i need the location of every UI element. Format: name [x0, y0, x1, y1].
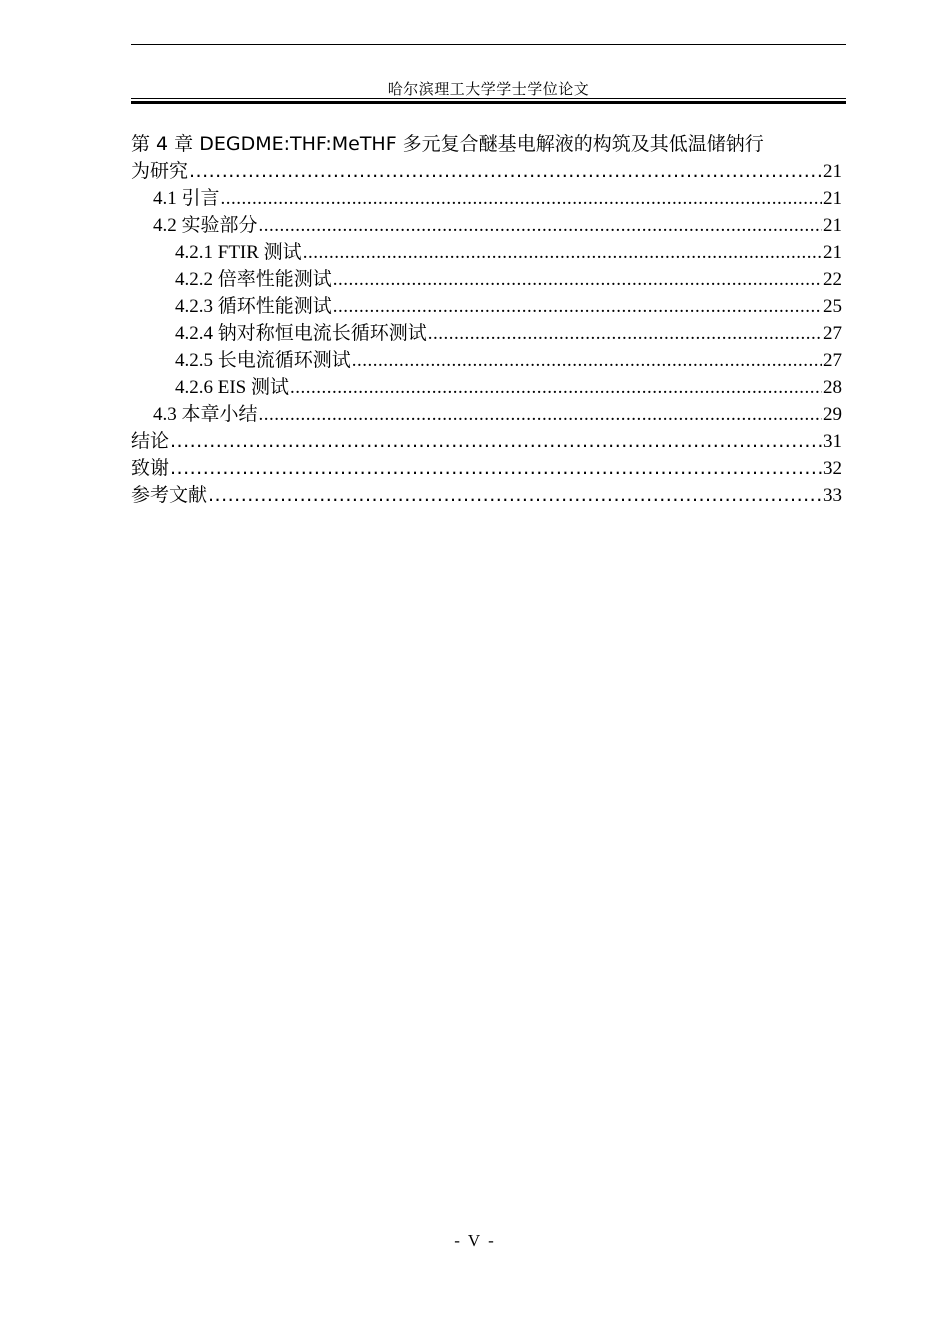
toc-page-number: 29: [823, 404, 842, 425]
toc-entry-label: 为研究: [131, 160, 189, 182]
toc-dot-leader: [208, 482, 822, 509]
toc-entry-label: 4.2.2 倍率性能测试: [175, 269, 332, 290]
toc-page-number: 21: [823, 161, 842, 182]
toc-page-number: 31: [823, 431, 842, 452]
toc-page-number: 25: [823, 296, 842, 317]
toc-dot-leader: [170, 428, 822, 455]
toc-entry-chapter-4[interactable]: [131, 158, 842, 185]
toc-entry-conclusion[interactable]: [131, 428, 842, 455]
toc-page-number: 21: [823, 188, 842, 209]
toc-dot-leader: [333, 293, 822, 320]
toc-page-number: 22: [823, 269, 842, 290]
toc-dot-leader: [333, 266, 822, 293]
toc-entry-label: 4.2 实验部分: [153, 215, 258, 236]
toc-entry-label: 4.3 本章小结: [153, 404, 258, 425]
toc-entry-label: 4.2.5 长电流循环测试: [175, 350, 351, 371]
toc-entry-label: 4.2.4 钠对称恒电流长循环测试: [175, 323, 427, 344]
toc-dot-leader: [170, 455, 822, 482]
running-header: 哈尔滨理工大学学士学位论文: [387, 82, 590, 98]
toc-entry-label: 4.2.6 EIS 测试: [175, 377, 290, 398]
toc-entry-acknowledgements[interactable]: [131, 455, 842, 482]
toc-dot-leader: [221, 185, 822, 212]
toc-dot-leader: [428, 320, 822, 347]
toc-dot-leader: [259, 212, 822, 239]
toc-page-number: 21: [823, 242, 842, 263]
toc-entry-4-3[interactable]: [131, 401, 842, 428]
toc-entry-4-1[interactable]: [131, 185, 842, 212]
toc-entry-label: 结论: [131, 430, 170, 452]
toc-dot-leader: [352, 347, 822, 374]
page-number-footer: - V -: [454, 1231, 496, 1250]
toc-entry-label: 参考文献: [131, 484, 208, 506]
toc-page-number: 33: [823, 485, 842, 506]
toc-entry-4-2-2[interactable]: [131, 266, 842, 293]
toc-entry-references[interactable]: [131, 482, 842, 509]
toc-entry-4-2-5[interactable]: [131, 347, 842, 374]
toc-page-number: 28: [823, 377, 842, 398]
toc-chapter-4-title: 第 4 章 DEGDME:THF:MeTHF 多元复合醚基电解液的构筑及其低温储钠行: [131, 133, 764, 155]
toc-entry-label: 致谢: [131, 457, 170, 479]
toc-page-number: 27: [823, 350, 842, 371]
header-rule-thick: [131, 101, 846, 104]
toc-entry-label: 4.2.3 循环性能测试: [175, 296, 332, 317]
toc-entry-4-2-6[interactable]: [131, 374, 842, 401]
toc-entry-label: 4.2.1 FTIR 测试: [175, 242, 302, 263]
toc-entry-4-2-4[interactable]: [131, 320, 842, 347]
toc-entry-label: 4.1 引言: [153, 188, 220, 209]
table-of-contents: [131, 131, 842, 509]
top-rule: [131, 44, 846, 45]
toc-page-number: 32: [823, 458, 842, 479]
toc-entry-4-2-1[interactable]: [131, 239, 842, 266]
toc-entry-4-2[interactable]: [131, 212, 842, 239]
toc-dot-leader: [259, 401, 822, 428]
toc-dot-leader: [303, 239, 822, 266]
header-rule: [131, 98, 846, 99]
toc-page-number: 21: [823, 215, 842, 236]
toc-entry-4-2-3[interactable]: [131, 293, 842, 320]
toc-dot-leader: [290, 374, 822, 401]
toc-page-number: 27: [823, 323, 842, 344]
toc-dot-leader: [189, 158, 822, 185]
